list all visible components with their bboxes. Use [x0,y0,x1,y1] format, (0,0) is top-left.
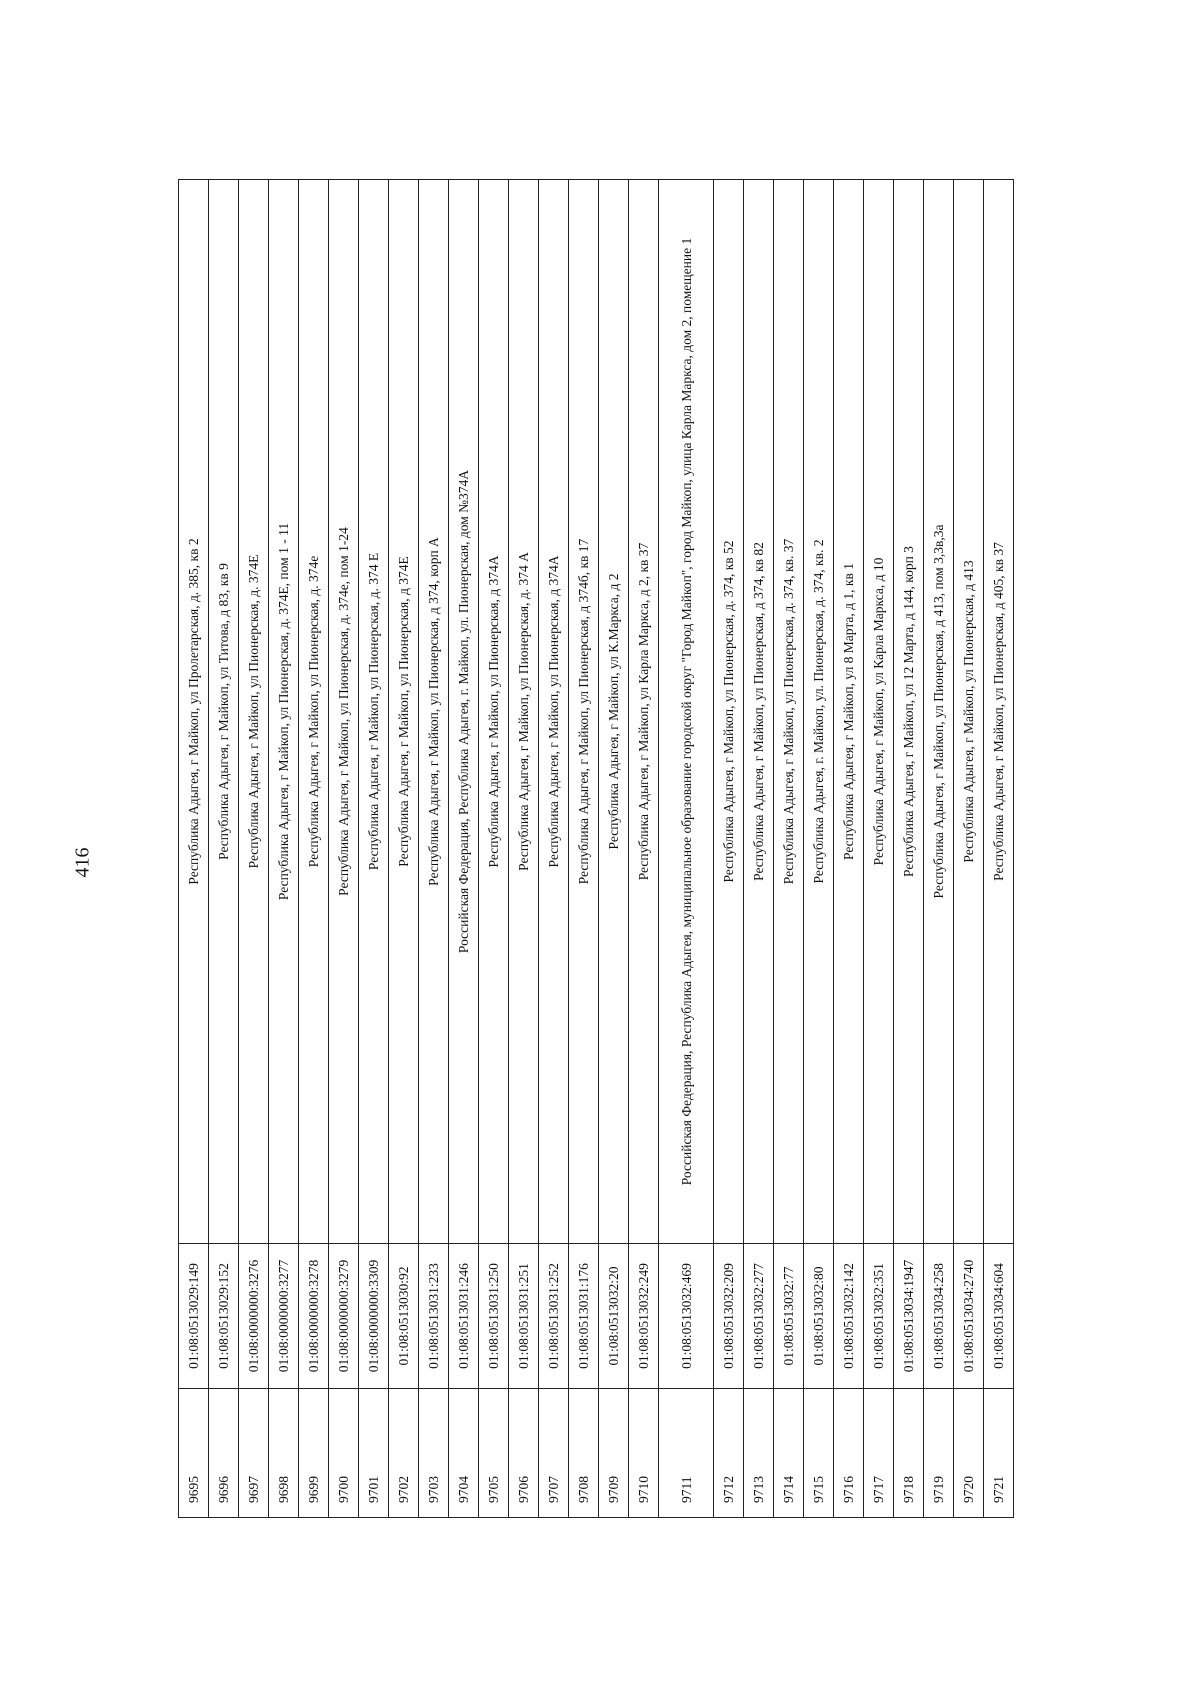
table-row [659,180,714,1518]
table-row [714,180,744,1518]
table-row [864,180,894,1518]
address: Республика Адыгея, г Майкоп, ул Пионерская, д 374, корп А [419,180,449,1244]
address: Республика Адыгея, г Майкоп, ул Пионерская, д 405, кв 37 [984,180,1014,1244]
address: Республика Адыгея, г Майкоп, ул Пионерская, д. 374 Е [359,180,389,1244]
row-number: 9700 [329,1389,359,1518]
row-number: 9702 [389,1389,419,1518]
address: Республика Адыгея, г. Майкоп, ул. Пионерская, д. 374, кв. 2 [804,180,834,1244]
page-number-text: 416 [71,847,94,877]
address: Республика Адыгея, г Майкоп, ул Пионерская, д 374, кв 82 [744,180,774,1244]
cadastral-number: 01:08:0513034:604 [984,1244,1014,1389]
row-number: 9698 [269,1389,299,1518]
cadastral-number: 01:08:0513031:176 [569,1244,599,1389]
cadastral-number: 01:08:0513032:209 [714,1244,744,1389]
cadastral-number: 01:08:0513034:258 [924,1244,954,1389]
row-number: 9701 [359,1389,389,1518]
row-number: 9717 [864,1389,894,1518]
address: Российская Федерация, Республика Адыгея, г. Майкоп, ул. Пионерская, дом №374А [449,180,479,1244]
cadastral-number: 01:08:0513032:80 [804,1244,834,1389]
table-row [539,180,569,1518]
page-number [70,842,96,882]
table-row [389,180,419,1518]
registry-table-frame [178,179,1073,1518]
table-row [509,180,539,1518]
address: Республика Адыгея, г Майкоп, ул К.Маркса, д 2 [599,180,629,1244]
cadastral-number: 01:08:0513031:233 [419,1244,449,1389]
table-row [329,180,359,1518]
row-number: 9709 [599,1389,629,1518]
row-number: 9708 [569,1389,599,1518]
row-number: 9706 [509,1389,539,1518]
cadastral-number: 01:08:0513034:1947 [894,1244,924,1389]
row-number: 9699 [299,1389,329,1518]
address: Республика Адыгея, г Майкоп, ул Пролетарская, д. 385, кв 2 [179,180,209,1244]
address: Республика Адыгея, г Майкоп, ул Пионерская, д. 374Е [239,180,269,1244]
address: Республика Адыгея, г Майкоп, ул Пионерская, д 374А [539,180,569,1244]
registry-table-rotated [178,179,1073,1518]
cadastral-number: 01:08:0513032:351 [864,1244,894,1389]
table-row [894,180,924,1518]
address: Республика Адыгея, г Майкоп, ул Карла Маркса, д 2, кв 37 [629,180,659,1244]
address: Республика Адыгея, г Майкоп, ул Пионерская, д. 374е [299,180,329,1244]
address: Республика Адыгея, г Майкоп, ул 8 Марта, д 1, кв 1 [834,180,864,1244]
row-number: 9705 [479,1389,509,1518]
address: Республика Адыгея, г Майкоп, ул Пионерская, д. 374е, пом 1-24 [329,180,359,1244]
row-number: 9695 [179,1389,209,1518]
address: Республика Адыгея, г Майкоп, ул 12 Марта, д 144, корп 3 [894,180,924,1244]
row-number: 9714 [774,1389,804,1518]
cadastral-number: 01:08:0513032:20 [599,1244,629,1389]
table-row [804,180,834,1518]
address: Республика Адыгея, г Майкоп, ул Пионерская, д 374б, кв 17 [569,180,599,1244]
row-number: 9710 [629,1389,659,1518]
row-number: 9712 [714,1389,744,1518]
cadastral-number: 01:08:0000000:3278 [299,1244,329,1389]
cadastral-number: 01:08:0000000:3277 [269,1244,299,1389]
cadastral-number: 01:08:0513031:251 [509,1244,539,1389]
cadastral-number: 01:08:0000000:3279 [329,1244,359,1389]
table-row [569,180,599,1518]
row-number: 9713 [744,1389,774,1518]
address: Республика Адыгея, г Майкоп, ул Пионерская, д. 374, кв 52 [714,180,744,1244]
row-number: 9715 [804,1389,834,1518]
address: Республика Адыгея, г Майкоп, ул Пионерская, д. 374 А [509,180,539,1244]
row-number: 9696 [209,1389,239,1518]
table-row [419,180,449,1518]
address: Республика Адыгея, г Майкоп, ул Пионерская, д. 374, кв. 37 [774,180,804,1244]
cadastral-number: 01:08:0513032:77 [774,1244,804,1389]
cadastral-number: 01:08:0513029:149 [179,1244,209,1389]
table-row [359,180,389,1518]
address: Российская Федерация, Республика Адыгея, муниципальное образование городской округ "Город Майкоп", город Майкоп, улица Карла Маркса, дом 2, помещение 1 [659,180,714,1244]
row-number: 9721 [984,1389,1014,1518]
table-row [744,180,774,1518]
table-row [179,180,209,1518]
registry-table [178,179,1014,1518]
table-row [834,180,864,1518]
table-row [269,180,299,1518]
row-number: 9704 [449,1389,479,1518]
row-number: 9697 [239,1389,269,1518]
table-row [479,180,509,1518]
cadastral-number: 01:08:0513032:277 [744,1244,774,1389]
cadastral-number: 01:08:0513032:249 [629,1244,659,1389]
registry-table-body [179,180,1014,1518]
address: Республика Адыгея, г Майкоп, ул Карла Маркса, д 10 [864,180,894,1244]
address: Республика Адыгея, г Майкоп, ул Пионерская, д 374Е [389,180,419,1244]
cadastral-number: 01:08:0513032:142 [834,1244,864,1389]
row-number: 9711 [659,1389,714,1518]
table-row [449,180,479,1518]
row-number: 9720 [954,1389,984,1518]
table-row [924,180,954,1518]
row-number: 9719 [924,1389,954,1518]
table-row [984,180,1014,1518]
address: Республика Адыгея, г Майкоп, ул Пионерская, д 374А [479,180,509,1244]
address: Республика Адыгея, г Майкоп, ул Пионерская, д 413, пом 3,3в,3а [924,180,954,1244]
table-row [299,180,329,1518]
cadastral-number: 01:08:0513030:92 [389,1244,419,1389]
address: Республика Адыгея, г Майкоп, ул Титова, д 83, кв 9 [209,180,239,1244]
row-number: 9707 [539,1389,569,1518]
table-row [239,180,269,1518]
address: Республика Адыгея, г Майкоп, ул Пионерская, д 413 [954,180,984,1244]
table-row [629,180,659,1518]
row-number: 9718 [894,1389,924,1518]
table-row [954,180,984,1518]
cadastral-number: 01:08:0000000:3309 [359,1244,389,1389]
address: Республика Адыгея, г Майкоп, ул Пионерская, д. 374Е, пом 1 - 11 [269,180,299,1244]
table-row [209,180,239,1518]
cadastral-number: 01:08:0513032:469 [659,1244,714,1389]
cadastral-number: 01:08:0513031:252 [539,1244,569,1389]
cadastral-number: 01:08:0513031:246 [449,1244,479,1389]
cadastral-number: 01:08:0000000:3276 [239,1244,269,1389]
row-number: 9716 [834,1389,864,1518]
cadastral-number: 01:08:0513029:152 [209,1244,239,1389]
row-number: 9703 [419,1389,449,1518]
table-row [599,180,629,1518]
cadastral-number: 01:08:0513031:250 [479,1244,509,1389]
table-row [774,180,804,1518]
cadastral-number: 01:08:0513034:2740 [954,1244,984,1389]
